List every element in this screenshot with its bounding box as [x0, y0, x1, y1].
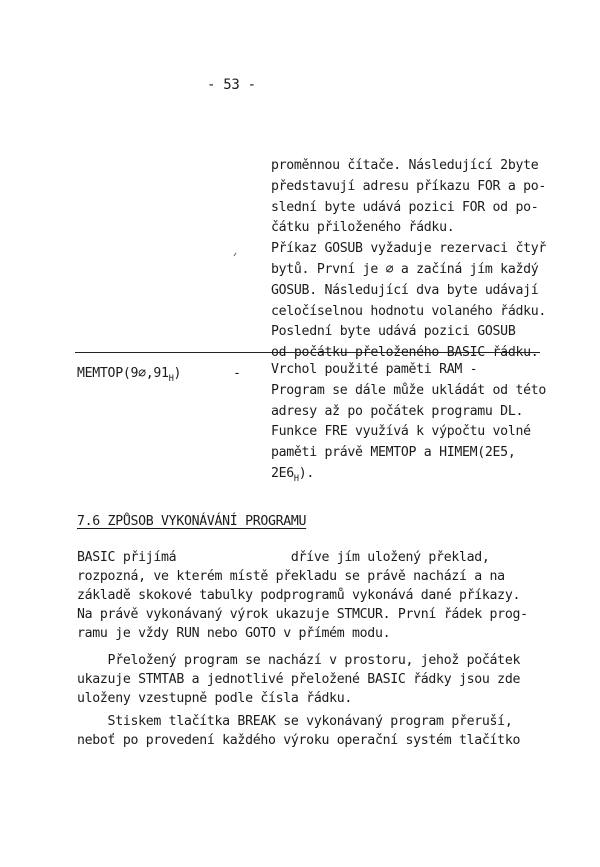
text-subscript: H — [293, 473, 299, 484]
memtop-label — [77, 366, 181, 383]
text-line: proměnnou čítače. Následující 2byte — [271, 158, 539, 173]
scan-speck — [233, 253, 236, 257]
memtop-label-subscript: H — [168, 374, 174, 384]
memtop-label-text: MEMTOP(9∅,91 — [77, 366, 169, 381]
text-line: GOSUB. Následující dva byte udávají — [271, 282, 539, 298]
section-heading: 7.6 ZPŮSOB VYKONÁVÁNÍ PROGRAMU — [77, 514, 307, 529]
text-line: Přeložený program se nachází v prostoru, jehož počátek — [77, 653, 521, 668]
text-line: ukazuje STMTAB a jednotlivé přeložené BASIC řádky jsou zde — [77, 672, 521, 687]
text-line: čátku přiloženého řádku. — [271, 220, 455, 236]
text-line: představují adresu příkazu FOR a po- — [271, 178, 547, 194]
text-line: Příkaz GOSUB vyžaduje rezervaci čtyř — [271, 241, 547, 257]
text-line: ramu je vždy RUN nebo GOTO v přímém modu. — [77, 626, 391, 641]
text-line: celočíselnou hodnotu volaného řádku. — [271, 303, 547, 319]
paragraph-2 — [77, 651, 520, 708]
text-line: uloženy vzestupně podle čísla řádku. — [77, 691, 353, 706]
text-line-last — [271, 464, 546, 485]
paragraph-3 — [77, 712, 520, 750]
text-line: Stiskem tlačítka BREAK se vykonávaný program přeruší, — [77, 714, 513, 729]
text-line: Funkce FRE využívá k výpočtu volné — [271, 424, 531, 440]
text-line: slední byte udává pozici FOR od po- — [271, 199, 539, 215]
gosub-description-block — [271, 156, 546, 364]
memtop-dash: - — [233, 366, 241, 381]
text-line: neboť po provedení každého výroku operační systém tlačítko — [77, 733, 521, 748]
page-number: - 53 - — [207, 77, 256, 93]
text-line: rozpozná, ve kterém místě překladu se právě nachází a na — [77, 569, 505, 584]
memtop-label-suffix: ) — [173, 366, 182, 381]
text-line: základě skokové tabulky podprogramů vykonává dané příkazy. — [77, 588, 521, 603]
text-fragment: 2E6 — [271, 465, 294, 481]
text-line: Program se dále může ukládát od této — [271, 382, 547, 398]
text-fragment: ). — [298, 465, 315, 481]
table-divider — [75, 352, 540, 353]
text-line: od počátku přeloženého BASIC řádku. — [271, 345, 539, 361]
text-line: Na právě vykonávaný výrok ukazuje STMCUR. První řádek prog- — [77, 607, 528, 622]
memtop-description-block — [271, 360, 546, 485]
text-line: bytů. První je ∅ a začíná jím každý — [271, 261, 539, 277]
text-line: Poslední byte udává pozici GOSUB — [271, 324, 516, 340]
paragraph-1 — [77, 548, 528, 643]
text-line: Vrchol použité paměti RAM - — [271, 362, 478, 377]
text-line: paměti právě MEMTOP a HIMEM(2E5, — [271, 445, 516, 461]
text-line: BASIC přijímá dříve jím uložený překlad, — [77, 550, 490, 565]
text-line: adresy až po počátek programu DL. — [271, 403, 524, 419]
